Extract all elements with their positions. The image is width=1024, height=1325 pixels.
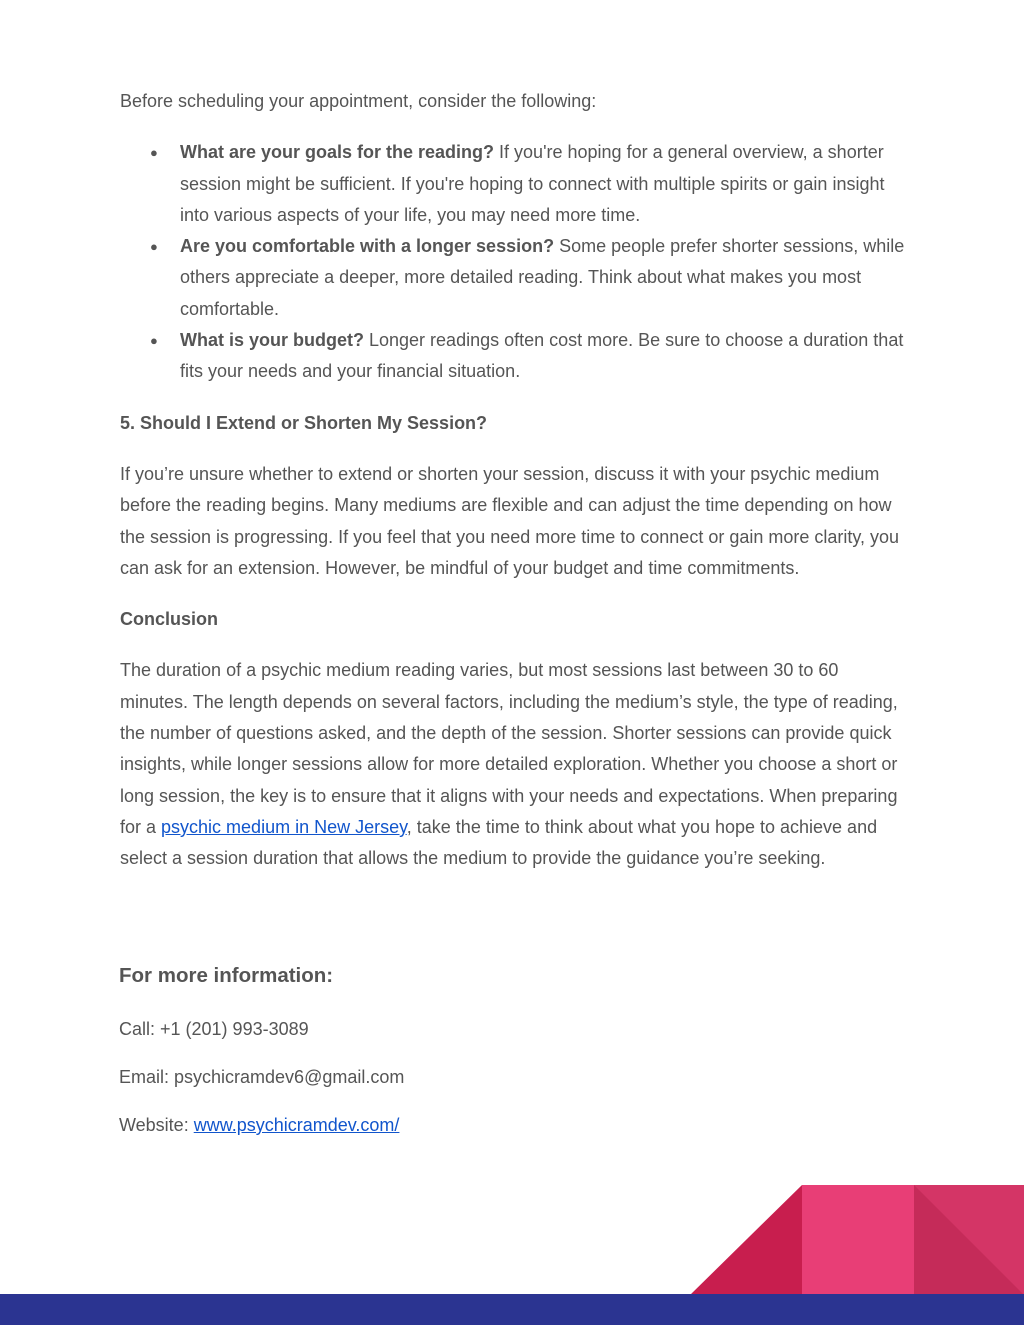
list-item-title: What are your goals for the reading? [180,142,495,163]
contact-website [119,1112,909,1138]
conclusion-text-before: The duration of a psychic medium reading varies, but most sessions last between 30 to 60 minutes. The length depends on several factors, including the medium’s style, the type of reading, the number of questions asked, and the depth of the session. Shorter sessions can provide quick insights, while longer sessions allow for more detailed exploration. Whether you choose a short or long session, the key is to ensure that it aligns with your needs and expectations. When preparing for a [120,660,898,837]
section-5-heading: 5. Should I Extend or Shorten My Session? [120,412,488,433]
section-5-body: If you’re unsure whether to extend or shorten your session, discuss it with your psychic medium before the reading begins. Many mediums are flexible and can adjust the time depending on how the session is progressing. If you feel that you need more time to connect or gain more clarity, you can ask for an extension. However, be mindful of your budget and time commitments. [120,463,900,578]
list-item-text: Longer readings often cost more. Be sure to choose a duration that fits your needs and your financial situation. [180,330,904,382]
conclusion-heading: Conclusion [120,609,218,630]
list-item-text: If you're hoping for a general overview, a shorter session might be sufficient. If you're hoping to connect with multiple spirits or gain insight into various aspects of your life, you may need more time. [180,142,885,225]
list-item [120,231,910,325]
decor-pink-block [802,1185,914,1295]
website-link[interactable]: www.psychicramdev.com/ [193,1115,400,1135]
list-item-title: What is your budget? [180,330,364,351]
list-item [120,325,910,388]
footer-bar [0,1294,1024,1325]
decor-triangle [690,1185,802,1295]
contact-section [119,958,909,1160]
website-label: Website: [119,1115,194,1135]
contact-heading: For more information: [119,964,334,987]
intro-text: Before scheduling your appointment, consider the following: [120,91,597,111]
document-body [120,86,910,895]
conclusion-body [120,655,910,874]
contact-phone: Call: +1 (201) 993-3089 [119,1019,309,1039]
contact-email: Email: psychicramdev6@gmail.com [119,1067,405,1087]
psychic-medium-nj-link[interactable]: psychic medium in New Jersey [161,816,407,837]
list-item-title: Are you comfortable with a longer session? [180,236,555,257]
conclusion-text-after: , take the time to think about what you hope to achieve and select a session duration that allows the medium to provide the guidance you’re seeking. [120,816,878,869]
list-item [120,137,910,231]
list-item-text: Some people prefer shorter sessions, while others appreciate a deeper, more detailed reading. Think about what makes you most comfortable. [180,236,905,319]
considerations-list [120,137,910,387]
